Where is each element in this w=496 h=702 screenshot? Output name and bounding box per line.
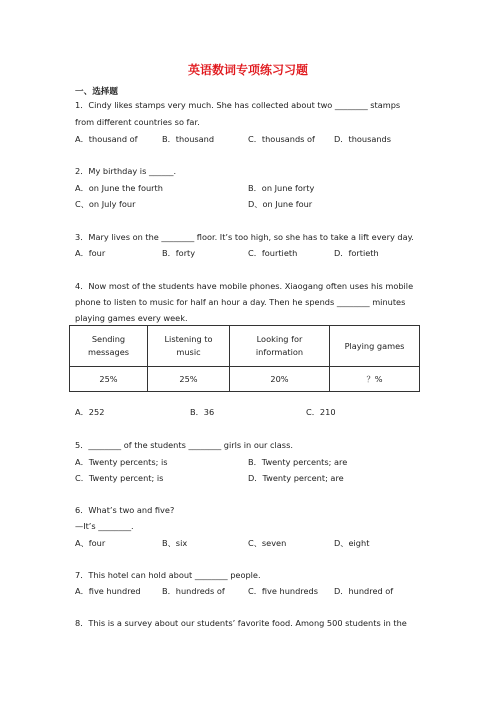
question-7-option-c: C．five hundreds [248,586,318,596]
question-2-option-c: C、on July four [75,199,136,209]
question-7-option-d: D．hundred of [334,586,394,596]
page-title: 英语数词专项练习习题 [187,63,308,77]
table-header-cell: Playing games [330,326,420,367]
question-2-option-b: B．on June forty [248,183,315,193]
question-2-option-d: D、on June four [248,199,313,209]
question-1-option-c: C．thousands of [248,134,315,144]
question-3-option-a: A．four [75,248,106,258]
survey-table [69,325,420,392]
table-cell: ？% [330,367,420,392]
table-header-cell: Looking for information [230,326,330,367]
question-6-option-d: D、eight [334,538,370,548]
question-5-option-c: C．Twenty percent; is [75,473,164,483]
question-4-option-a: A．252 [75,407,105,417]
section-heading: 一、选择题 [75,87,118,97]
question-4-option-b: B．36 [190,407,215,417]
question-7-stem: 7．This hotel can hold about ________ people. [75,570,261,580]
question-4-stem-line-2: phone to listen to music for half an hour a day. Then he spends ________ minutes [75,297,406,307]
question-3-stem: 3．Mary lives on the ________ floor. It’s too high, so she has to take a lift every day. [75,232,414,242]
question-6-stem-line-2: —It’s ________. [75,521,134,531]
question-5-option-b: B．Twenty percents; are [248,457,348,467]
question-1-stem-line-2: from different countries so far. [75,117,200,127]
question-7-option-a: A．five hundred [75,586,141,596]
question-5-option-d: D．Twenty percent; are [248,473,344,483]
question-4-stem-line-3: playing games every week. [75,313,188,323]
question-3-option-c: C．fourtieth [248,248,298,258]
question-5-stem: 5．________ of the students ________ girls in our class. [75,440,293,450]
question-6-option-a: A、four [75,538,106,548]
question-4-option-c: C．210 [306,407,336,417]
question-1-option-a: A．thousand of [75,134,138,144]
question-2-option-a: A．on June the fourth [75,183,163,193]
question-8-stem: 8．This is a survey about our students’ favorite food. Among 500 students in the [75,618,407,628]
table-cell: 20% [230,367,330,392]
question-3-option-b: B．forty [162,248,196,258]
table-header-cell: Listening to music [148,326,230,367]
question-6-option-b: B、six [162,538,188,548]
question-5-option-a: A．Twenty percents; is [75,457,168,467]
question-4-stem-line-1: 4．Now most of the students have mobile phones. Xiaogang often uses his mobile [75,281,414,291]
table-cell: 25% [70,367,148,392]
question-2-stem: 2．My birthday is ______. [75,166,177,176]
question-1-option-b: B．thousand [162,134,215,144]
question-6-option-c: C、seven [248,538,287,548]
question-3-option-d: D．fortieth [334,248,379,258]
question-7-option-b: B．hundreds of [162,586,225,596]
question-1-option-d: D．thousands [334,134,392,144]
question-6-stem-line-1: 6．What’s two and five? [75,505,175,515]
question-1-stem-line-1: 1．Cindy likes stamps very much. She has collected about two ________ stamps [75,100,401,110]
table-header-cell: Sending messages [70,326,148,367]
table-cell: 25% [148,367,230,392]
